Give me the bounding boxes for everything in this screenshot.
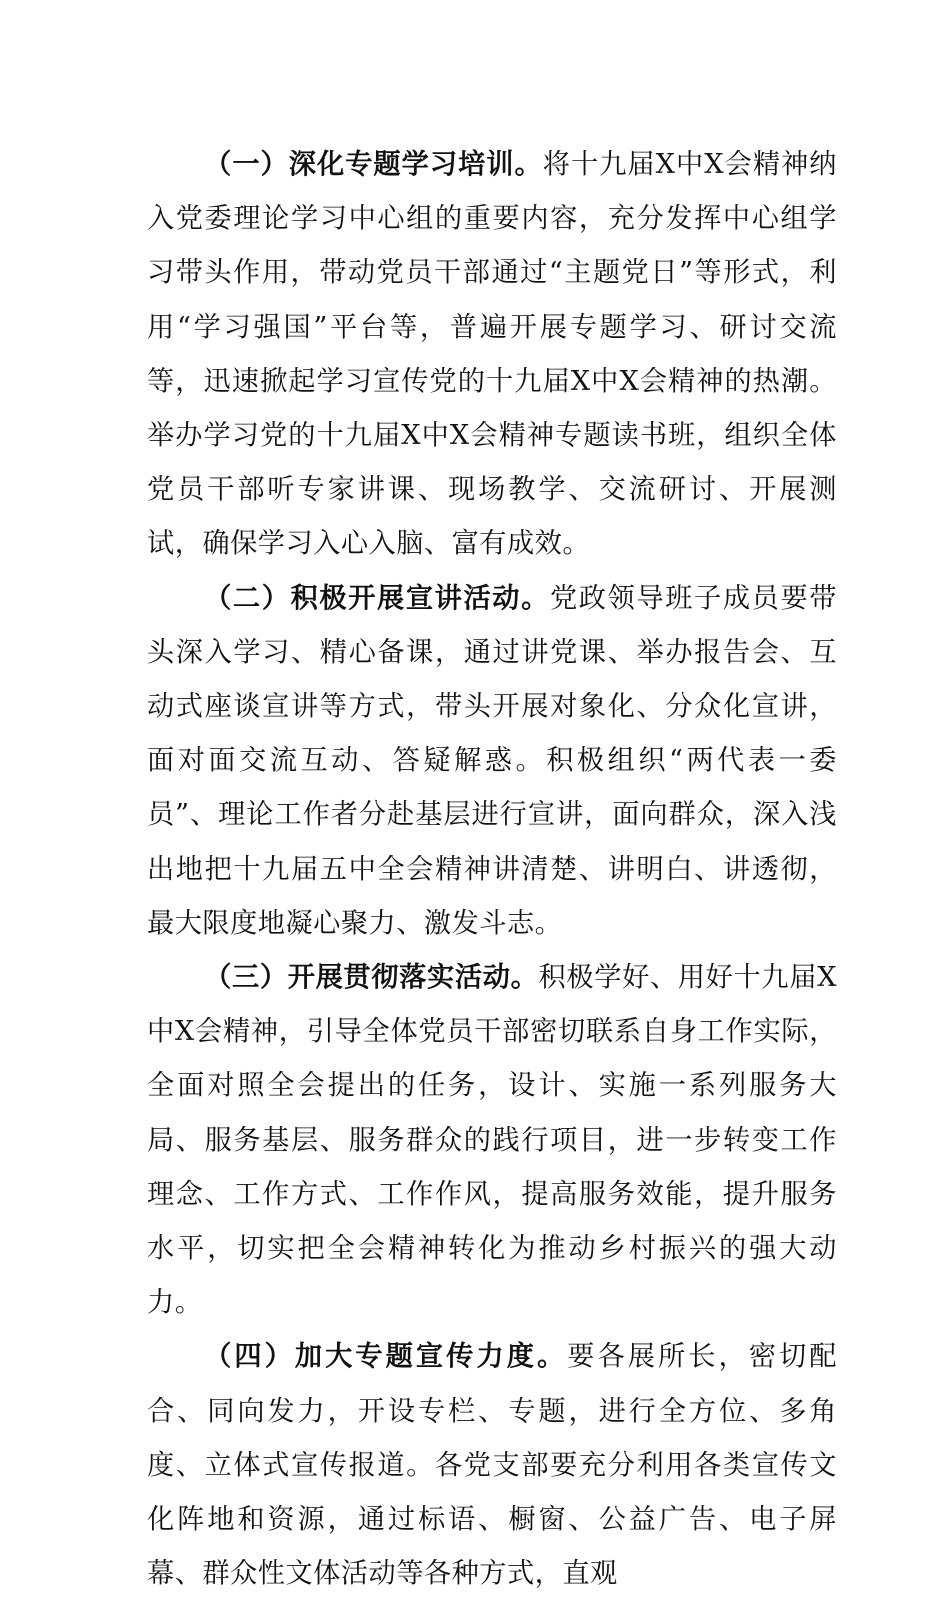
paragraph-3-heading: （三）开展贯彻落实活动。 [204, 962, 539, 994]
paragraph-4-text: 要各展所长，密切配合、同向发力，开设专栏、专题，进行全方位、多角度、立体式宣传报道。各党支部要充分利用各类宣传文化阵地和资源，通过标语、橱窗、公益广告、电子屏幕、群众性文体活动等各种方式，直观 [147, 1341, 837, 1590]
paragraph-2-text: 党政领导班子成员要带头深入学习、精心备课，通过讲党课、举办报告会、互动式座谈宣讲等方式，带头开展对象化、分众化宣讲，面对面交流互动、答疑解惑。积极组织“两代表一委员”、理论工作者分赴基层进行宣讲，面向群众，深入浅出地把十九届五中全会精神讲清楚、讲明白、讲透彻，最大限度地凝心聚力、激发斗志。 [147, 582, 837, 939]
paragraph-3 [147, 951, 837, 1330]
paragraph-1-heading: （一）深化专题学习培训。 [204, 149, 543, 180]
paragraph-2 [147, 572, 837, 951]
paragraph-4 [147, 1330, 837, 1601]
document-body [147, 138, 837, 1601]
paragraph-1-text: 将十九届X中X会精神纳入党委理论学习中心组的重要内容，充分发挥中心组学习带头作用，带动党员干部通过“主题党日”等形式，利用“学习强国”平台等，普遍开展专题学习、研讨交流等，迅速掀起学习宣传党的十九届X中X会精神的热潮。举办学习党的十九届X中X会精神专题读书班，组织全体党员干部听专家讲课、现场教学、交流研讨、开展测试，确保学习入心入脑、富有成效。 [147, 149, 837, 560]
paragraph-2-heading: （二）积极开展宣讲活动。 [204, 582, 550, 614]
paragraph-3-text: 积极学好、用好十九届X中X会精神，引导全体党员干部密切联系自身工作实际，全面对照全会提出的任务，设计、实施一系列服务大局、服务基层、服务群众的践行项目，进一步转变工作理念、工作方式、工作作风，提高服务效能，提升服务水平，切实把全会精神转化为推动乡村振兴的强大动力。 [147, 962, 837, 1319]
paragraph-1 [147, 138, 837, 572]
paragraph-4-heading: （四）加大专题宣传力度。 [204, 1341, 568, 1373]
